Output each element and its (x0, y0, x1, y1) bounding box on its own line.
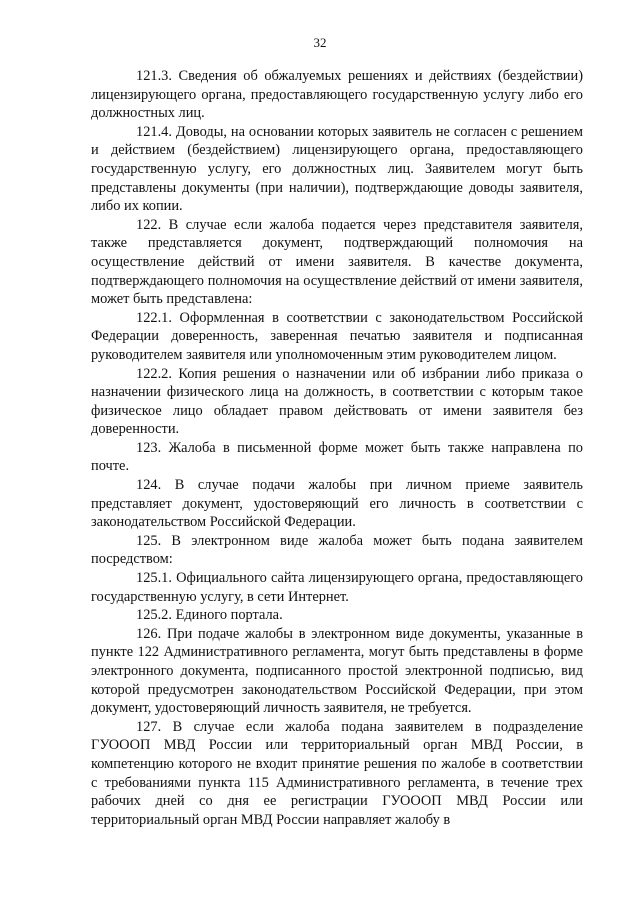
paragraph-126: 126. При подаче жалобы в электронном виде документы, указанные в пункте 122 Административного регламента, могут быть представлены в форме электронного документа, подписанного простой электронной подписью, вид которой предусмотрен законодательством Российской Федерации, при этом документ, удостоверяющий личность заявителя, не требуется. (91, 625, 583, 717)
paragraph-123: 123. Жалоба в письменной форме может быть также направлена по почте. (91, 439, 583, 475)
document-body (91, 67, 583, 829)
paragraph-122: 122. В случае если жалоба подается через представителя заявителя, также представляется документ, подтверждающий полномочия на осуществление действий от имени заявителя. В качестве документа, подтверждающего полномочия на осуществление действий от имени заявителя, может быть представлена: (91, 216, 583, 308)
paragraph-125: 125. В электронном виде жалоба может быть подана заявителем посредством: (91, 532, 583, 568)
paragraph-122-2: 122.2. Копия решения о назначении или об избрании либо приказа о назначении физического лица на должность, в соответствии с которым такое физическое лицо обладает правом действовать от имени заявителя без доверенности. (91, 365, 583, 438)
page-number: 32 (313, 35, 327, 50)
paragraph-122-1: 122.1. Оформленная в соответствии с законодательством Российской Федерации доверенность, заверенная печатью заявителя и подписанная руководителем заявителя или уполномоченным этим руководителем лицом. (91, 309, 583, 363)
paragraph-121-3: 121.3. Сведения об обжалуемых решениях и действиях (бездействии) лицензирующего органа, предоставляющего государственную услугу либо его должностных лиц. (91, 68, 583, 122)
paragraph-125-2: 125.2. Единого портала. (136, 607, 283, 624)
paragraph-127: 127. В случае если жалоба подана заявителем в подразделение ГУОООП МВД России или территориальный орган МВД России, в компетенцию которого не входит принятие решения по жалобе в соответствии с требованиями пункта 115 Административного регламента, в течение трех рабочих дней со дня ее регистрации ГУОООП МВД России или территориальный орган МВД России направляет жалобу в (91, 718, 583, 828)
paragraph-121-4: 121.4. Доводы, на основании которых заявитель не согласен с решением и действием (бездействием) лицензирующего органа, предоставляющего государственную услугу, его должностных лиц. Заявителем могут быть представлены документы (при наличии), подтверждающие доводы заявителя, либо их копии. (91, 123, 583, 215)
paragraph-124: 124. В случае подачи жалобы при личном приеме заявитель представляет документ, удостоверяющий его личность в соответствии с законодательством Российской Федерации. (91, 477, 583, 531)
paragraph-125-1: 125.1. Официального сайта лицензирующего органа, предоставляющего государственную услугу, в сети Интернет. (91, 570, 583, 605)
